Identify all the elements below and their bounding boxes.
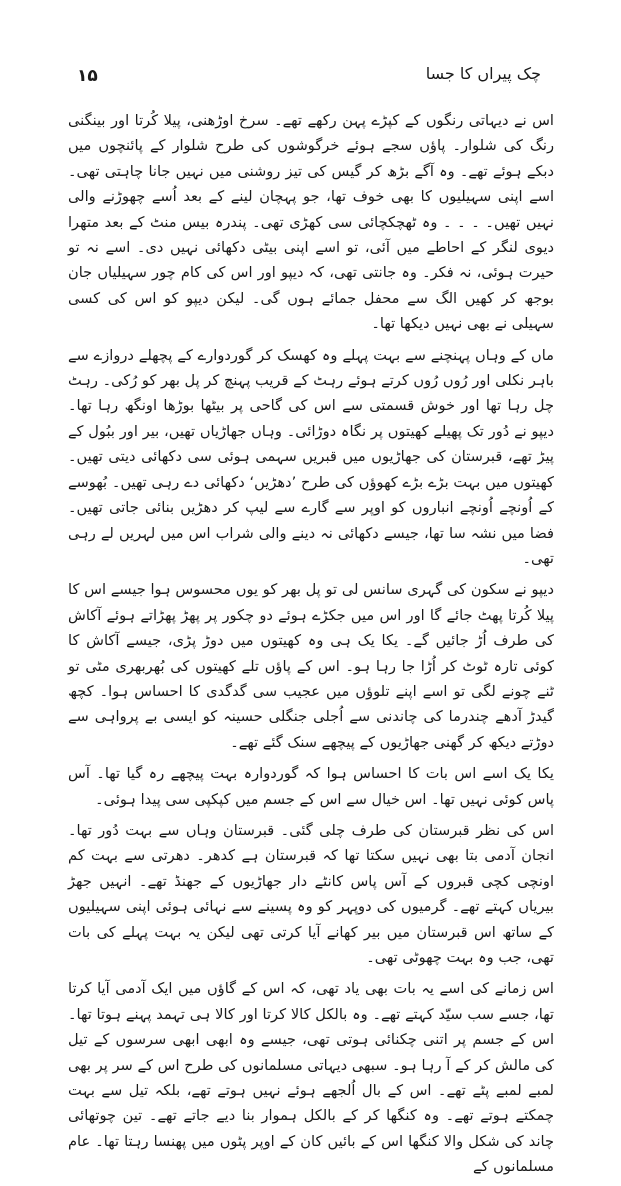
paragraph-2: ماں کے وہاں پہنچنے سے بہت پہلے وہ کھسک کر گوردوارے کے پچھلے دروازے سے باہر نکلی اور رُوں رُوں کرتے ہوئے رہٹ کے قریب پہنچ کر پل بھر کو رُکی۔ رہٹ چل رہا تھا اور خوش قسمتی سے اس کی گاحی پر بیٹھا بوڑھا اونگھ رہا تھا۔ دیپو نے دُور تک پھیلے کھیتوں پر نگاہ دوڑائی۔ وہاں جھاڑیاں تھیں، بیر اور ببُول کے پیڑ تھے، قبرستان کی جھاڑیوں میں قبریں سہمی ہوئی سی دکھائی دیتی تھیں۔ کھیتوں میں بہت بڑے بڑے کھوؤں کی طرح ’دھڑیں‘ دکھائی دے رہی تھیں۔ بُھوسے کے اُونچے اُونچے انباروں کو اوپر سے گارے سے لیپ کر دھڑیں بنائی جاتی تھیں۔ فضا میں نشہ سا تھا، جیسے دکھائی نہ دینے والی شراب اس میں لہریں لے رہی تھی۔ (68, 346, 554, 567)
paragraph-4: یکا یک اسے اس بات کا احساس ہوا کہ گوردوارہ بہت پیچھے رہ گیا تھا۔ آس پاس کوئی نہیں تھا۔ اس خیال سے اس کے جسم میں کپکپی سی پیدا ہوئی۔ (68, 765, 554, 808)
body-text (68, 108, 554, 1186)
paragraph-5: اس کی نظر قبرستان کی طرف چلی گئی۔ قبرستان وہاں سے بہت دُور تھا۔ انجان آدمی بتا بھی نہیں سکتا تھا کہ قبرستان ہے کدھر۔ دھرتی سے بہت کم اونچی کچی قبروں کے آس پاس کانٹے دار جھاڑیوں کے جھنڈ تھے۔ انہیں جھڑ بیریاں کہتے تھے۔ گرمیوں کی دوپہر کو وہ پسینے سے نہائی ہوئی اپنی سہیلیوں کے ساتھ اس قبرستان میں بیر کھانے آیا کرتی تھی لیکن یہ بہت پہلے کی بات تھی، جب وہ بہت چھوٹی تھی۔ (68, 821, 554, 966)
running-title: چک پیراں کا جسا (425, 64, 541, 83)
paragraph-3: دیپو نے سکون کی گہری سانس لی تو پل بھر کو یوں محسوس ہوا جیسے اس کا پیلا کُرتا پھٹ جائے گا اور اس میں جکڑے ہوئے دو چکور پر پھڑ پھڑاتے ہوئے آکاش کی طرف اُڑ جائیں گے۔ یکا یک ہی وہ کھیتوں میں دوڑ پڑی، جیسے آکاش کا کوئی تارہ ٹوٹ کر اُڑا جا رہا ہو۔ اس کے پاؤں تلے کھیتوں کی بُھربھری مٹی تو ٹنے چونے لگی تو اسے اپنے تلوؤں میں عجیب سی گدگدی کا احساس ہوا۔ کچھ گیدڑ آدھے چندرما کی چاندنی سے اُجلی جنگلی حسینہ کو ایسی بے پرواہی سے دوڑتے دیکھ کر گھنی جھاڑیوں کے پیچھے سنک گئے تھے۔ (68, 581, 554, 751)
paragraph-1: اس نے دیہاتی رنگوں کے کپڑے پہن رکھے تھے۔ سرخ اوڑھنی، پیلا کُرتا اور بینگنی رنگ کی شلوار۔ پاؤں سجے ہوئے خرگوشوں کی طرح شلوار کے پائنچوں میں دبکے ہوئے تھے۔ وہ آگے بڑھ کر گیس کی تیز روشنی میں نہیں جانا چاہتی تھی۔ اسے اپنی سہیلیوں کا بھی خوف تھا، جو پہچان لینے کے بعد اُسے چھوڑنے والی نہیں تھیں۔ ۔ ۔ ۔ وہ ٹھچکچائی سی کھڑی تھی۔ پندرہ بیس منٹ کے بعد متھرا دیوی لنگر کے احاطے میں آئی، تو اسے اپنی بیٹی دکھائی نہیں دی۔ اسے نہ تو حیرت ہوئی، نہ فکر۔ وہ جانتی تھی، کہ دیپو اور اس کی کام چور سہیلیاں جان بوجھ کر کھیں الگ سے محفل جمائے ہوں گی۔ لیکن دیپو کو اس کی کسی سہیلی نے بھی نہیں دیکھا تھا۔ (68, 112, 554, 333)
page-number: ۱۵ (77, 66, 98, 86)
paragraph-6: اس زمانے کی اسے یہ بات بھی یاد تھی، کہ اس کے گاؤں میں ایک آدمی آیا کرتا تھا، جسے سب سیّد کہتے تھے۔ وہ بالکل کالا کرتا اور کالا ہی تہمد پہنے ہوتا تھا۔ اس کے جسم پر اتنی چکنائی ہوتی تھی، جیسے وہ ابھی ابھی سرسوں کے تیل کی مالش کر کے آ رہا ہو۔ سبھی دیہاتی مسلمانوں کی طرح اس کے سر پر بھی لمبے لمبے پٹے تھے۔ اس کے بال اُلجھے ہوئے نہیں ہوتے تھے، بلکہ تیل سے بہت چمکتے ہوتے تھے۔ وہ کنگھا کر کے بالکل ہموار بنا دیے جاتے تھے۔ تین چوتھائی چاند کی شکل والا کنگھا اس کے بائیں کان کے اوپر پٹوں میں پھنسا رہتا تھا۔ عام مسلمانوں کے (68, 980, 554, 1176)
